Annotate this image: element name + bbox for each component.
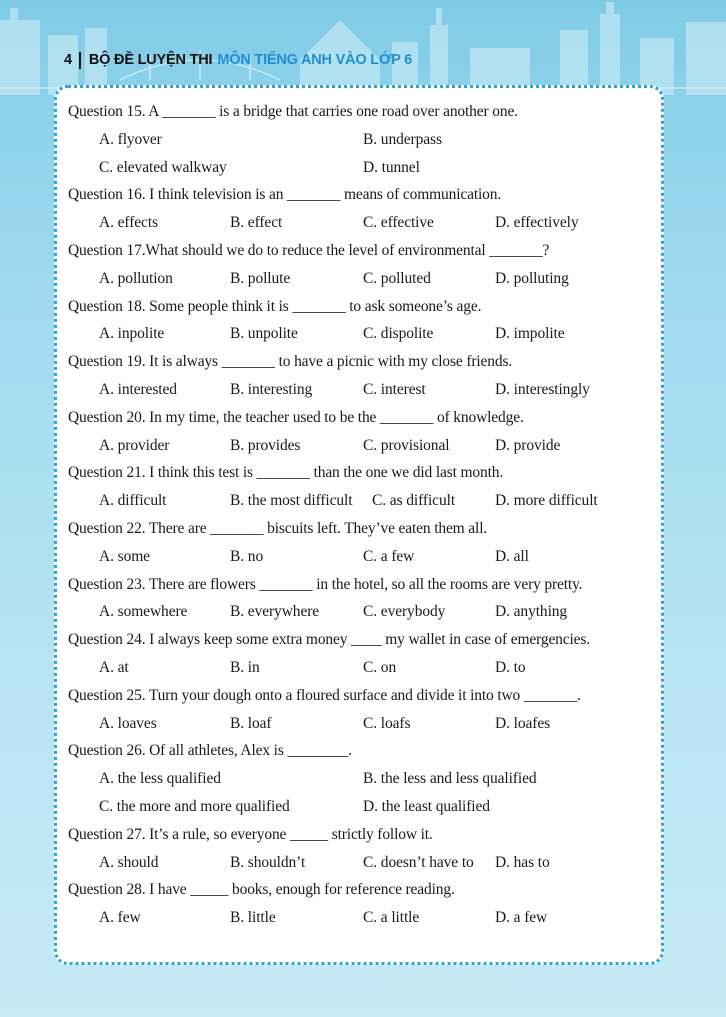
option-16-c: C. effective (363, 214, 434, 232)
option-25-d: D. loafes (495, 714, 551, 732)
option-24-a: A. at (99, 658, 129, 676)
option-26-a: A. the less qualified (99, 770, 221, 788)
option-25-b: B. loaf (230, 714, 272, 732)
option-15-b: B. underpass (363, 130, 442, 148)
option-16-d: D. effectively (495, 214, 579, 232)
question-26: Question 26. Of all athletes, Alex is ________. (68, 742, 352, 760)
option-26-d: D. the least qualified (363, 797, 490, 815)
options-24 (68, 654, 658, 682)
book-subject-title: MÔN TIẾNG ANH VÀO LỚP 6 (217, 52, 413, 68)
option-27-b: B. shouldn’t (230, 853, 306, 871)
option-23-d: D. anything (495, 603, 568, 621)
question-17: Question 17.What should we do to reduce the level of environmental _______? (68, 241, 550, 259)
option-21-b: B. the most difficult (230, 492, 353, 510)
option-17-a: A. pollution (99, 269, 173, 287)
options-26 (68, 765, 658, 793)
page-header (64, 48, 412, 72)
option-18-b: B. unpolite (230, 325, 298, 343)
question-23: Question 23. There are flowers _______ in the hotel, so all the rooms are very pretty. (68, 575, 583, 593)
option-27-c: C. doesn’t have to (363, 853, 474, 871)
options-16 (68, 209, 658, 237)
option-28-d: D. a few (495, 909, 548, 927)
question-20: Question 20. In my time, the teacher used to be the _______ of knowledge. (68, 408, 524, 426)
question-15: Question 15. A _______ is a bridge that carries one road over another one. (68, 103, 518, 120)
options-22 (68, 543, 658, 571)
option-21-c: C. as difficult (372, 492, 456, 510)
options-17 (68, 265, 658, 293)
options-18 (68, 320, 658, 348)
question-21: Question 21. I think this test is _______ than the one we did last month. (68, 464, 504, 482)
option-18-a: A. inpolite (99, 325, 165, 343)
option-20-b: B. provides (230, 436, 301, 454)
option-22-d: D. all (495, 547, 529, 565)
option-15-a: A. flyover (99, 130, 162, 148)
option-27-d: D. has to (495, 853, 550, 871)
option-25-a: A. loaves (99, 714, 157, 732)
option-17-c: C. polluted (363, 269, 431, 287)
option-22-c: C. a few (363, 547, 415, 565)
option-22-a: A. some (99, 547, 150, 565)
options-26-cd (68, 793, 658, 821)
option-15-c: C. elevated walkway (99, 158, 227, 176)
option-23-a: A. somewhere (99, 603, 188, 621)
options-28 (68, 904, 658, 932)
option-27-a: A. should (99, 853, 159, 871)
question-25: Question 25. Turn your dough onto a floured surface and divide it into two _______. (68, 686, 581, 704)
option-28-c: C. a little (363, 909, 420, 927)
option-28-b: B. little (230, 909, 276, 927)
question-27: Question 27. It’s a rule, so everyone _____ strictly follow it. (68, 825, 433, 843)
option-26-b: B. the less and less qualified (363, 770, 537, 788)
option-16-b: B. effect (230, 214, 283, 232)
option-23-b: B. everywhere (230, 603, 320, 621)
question-24: Question 24. I always keep some extra money ____ my wallet in case of emergencies. (68, 631, 591, 649)
header-divider (79, 52, 81, 69)
option-18-c: C. dispolite (363, 325, 434, 343)
options-20 (68, 432, 658, 460)
option-24-c: C. on (363, 658, 397, 676)
book-series-title: BỘ ĐỀ LUYỆN THI (88, 52, 213, 68)
option-22-b: B. no (230, 547, 264, 565)
options-19 (68, 376, 658, 404)
option-19-d: D. interestingly (495, 380, 590, 398)
option-19-a: A. interested (99, 380, 177, 398)
question-19: Question 19. It is always _______ to have a picnic with my close friends. (68, 353, 513, 371)
question-16: Question 16. I think television is an _______ means of communication. (68, 186, 502, 204)
question-22: Question 22. There are _______ biscuits left. They’ve eaten them all. (68, 519, 488, 537)
options-25 (68, 710, 658, 738)
option-24-d: D. to (495, 658, 526, 676)
question-list (68, 98, 658, 932)
options-23 (68, 598, 658, 626)
option-18-d: D. impolite (495, 325, 565, 343)
option-16-a: A. effects (99, 214, 158, 232)
option-23-c: C. everybody (363, 603, 446, 621)
option-17-d: D. polluting (495, 269, 569, 287)
option-25-c: C. loafs (363, 714, 411, 732)
option-19-b: B. interesting (230, 380, 313, 398)
option-19-c: C. interest (363, 380, 426, 398)
options-21 (68, 487, 658, 515)
option-17-b: B. pollute (230, 269, 291, 287)
options-27 (68, 849, 658, 877)
option-20-a: A. provider (99, 436, 170, 454)
option-15-d: D. tunnel (363, 158, 420, 176)
question-28: Question 28. I have _____ books, enough for reference reading. (68, 881, 455, 899)
option-26-c: C. the more and more qualified (99, 797, 290, 815)
option-21-d: D. more difficult (495, 492, 598, 510)
options-15 (68, 126, 658, 154)
question-18: Question 18. Some people think it is _______ to ask someone’s age. (68, 297, 482, 315)
option-20-c: C. provisional (363, 436, 450, 454)
option-24-b: B. in (230, 658, 260, 676)
page-number: 4 (64, 52, 72, 68)
option-21-a: A. difficult (99, 492, 167, 510)
option-28-a: A. few (99, 909, 141, 927)
option-20-d: D. provide (495, 436, 561, 454)
options-15-cd (68, 154, 658, 182)
